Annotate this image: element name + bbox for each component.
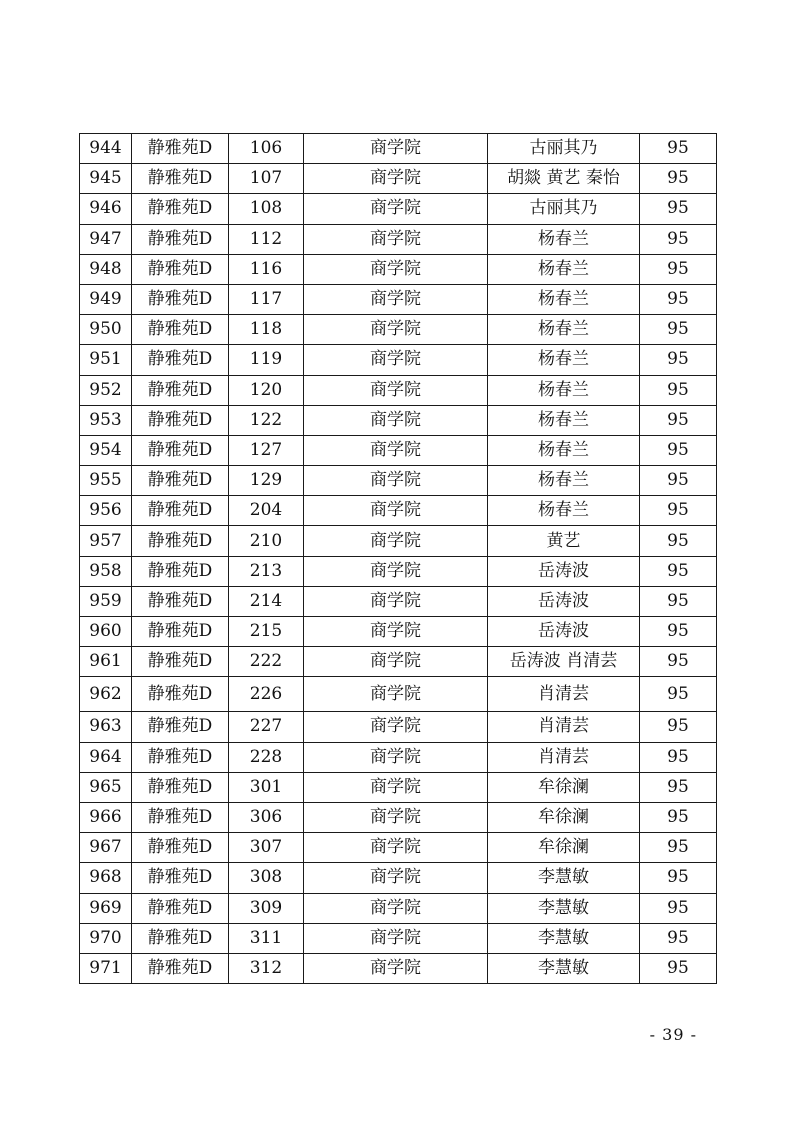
building-cell: 静雅苑D xyxy=(132,315,229,345)
row-number-cell: 958 xyxy=(80,556,132,586)
table-row xyxy=(80,435,717,465)
score-cell: 95 xyxy=(640,254,717,284)
college-cell: 商学院 xyxy=(304,712,488,742)
table-row xyxy=(80,375,717,405)
score-cell: 95 xyxy=(640,375,717,405)
room-number-cell: 308 xyxy=(229,863,304,893)
room-number-cell: 116 xyxy=(229,254,304,284)
score-cell: 95 xyxy=(640,466,717,496)
counselor-cell: 古丽其乃 xyxy=(488,134,640,164)
building-cell: 静雅苑D xyxy=(132,802,229,832)
table-body xyxy=(80,134,717,984)
counselor-cell: 肖清芸 xyxy=(488,742,640,772)
score-cell: 95 xyxy=(640,617,717,647)
table-row xyxy=(80,923,717,953)
building-cell: 静雅苑D xyxy=(132,647,229,677)
room-number-cell: 307 xyxy=(229,833,304,863)
room-number-cell: 108 xyxy=(229,194,304,224)
college-cell: 商学院 xyxy=(304,863,488,893)
score-cell: 95 xyxy=(640,435,717,465)
score-cell: 95 xyxy=(640,345,717,375)
score-cell: 95 xyxy=(640,712,717,742)
college-cell: 商学院 xyxy=(304,526,488,556)
counselor-cell: 胡燚 黄艺 秦怡 xyxy=(488,164,640,194)
row-number-cell: 952 xyxy=(80,375,132,405)
table-row xyxy=(80,833,717,863)
building-cell: 静雅苑D xyxy=(132,893,229,923)
building-cell: 静雅苑D xyxy=(132,953,229,983)
row-number-cell: 954 xyxy=(80,435,132,465)
counselor-cell: 杨春兰 xyxy=(488,254,640,284)
table-row xyxy=(80,405,717,435)
college-cell: 商学院 xyxy=(304,375,488,405)
row-number-cell: 962 xyxy=(80,677,132,712)
dormitory-score-table xyxy=(79,133,717,984)
score-cell: 95 xyxy=(640,893,717,923)
college-cell: 商学院 xyxy=(304,134,488,164)
room-number-cell: 107 xyxy=(229,164,304,194)
table-row xyxy=(80,772,717,802)
row-number-cell: 960 xyxy=(80,617,132,647)
building-cell: 静雅苑D xyxy=(132,254,229,284)
counselor-cell: 古丽其乃 xyxy=(488,194,640,224)
building-cell: 静雅苑D xyxy=(132,617,229,647)
counselor-cell: 黄艺 xyxy=(488,526,640,556)
building-cell: 静雅苑D xyxy=(132,134,229,164)
row-number-cell: 959 xyxy=(80,586,132,616)
table-row xyxy=(80,194,717,224)
counselor-cell: 李慧敏 xyxy=(488,893,640,923)
college-cell: 商学院 xyxy=(304,586,488,616)
building-cell: 静雅苑D xyxy=(132,586,229,616)
table-row xyxy=(80,742,717,772)
room-number-cell: 226 xyxy=(229,677,304,712)
counselor-cell: 肖清芸 xyxy=(488,677,640,712)
score-cell: 95 xyxy=(640,647,717,677)
building-cell: 静雅苑D xyxy=(132,284,229,314)
building-cell: 静雅苑D xyxy=(132,496,229,526)
room-number-cell: 112 xyxy=(229,224,304,254)
building-cell: 静雅苑D xyxy=(132,556,229,586)
room-number-cell: 309 xyxy=(229,893,304,923)
row-number-cell: 946 xyxy=(80,194,132,224)
building-cell: 静雅苑D xyxy=(132,435,229,465)
row-number-cell: 956 xyxy=(80,496,132,526)
page-number: - 39 - xyxy=(649,1025,697,1044)
counselor-cell: 牟徐澜 xyxy=(488,772,640,802)
college-cell: 商学院 xyxy=(304,405,488,435)
table-row xyxy=(80,556,717,586)
building-cell: 静雅苑D xyxy=(132,194,229,224)
college-cell: 商学院 xyxy=(304,254,488,284)
counselor-cell: 岳涛波 xyxy=(488,586,640,616)
room-number-cell: 122 xyxy=(229,405,304,435)
building-cell: 静雅苑D xyxy=(132,742,229,772)
row-number-cell: 961 xyxy=(80,647,132,677)
score-cell: 95 xyxy=(640,953,717,983)
counselor-cell: 杨春兰 xyxy=(488,375,640,405)
building-cell: 静雅苑D xyxy=(132,164,229,194)
building-cell: 静雅苑D xyxy=(132,526,229,556)
score-cell: 95 xyxy=(640,677,717,712)
counselor-cell: 杨春兰 xyxy=(488,435,640,465)
score-cell: 95 xyxy=(640,742,717,772)
score-cell: 95 xyxy=(640,556,717,586)
building-cell: 静雅苑D xyxy=(132,712,229,742)
college-cell: 商学院 xyxy=(304,923,488,953)
room-number-cell: 312 xyxy=(229,953,304,983)
table-row xyxy=(80,712,717,742)
college-cell: 商学院 xyxy=(304,677,488,712)
score-cell: 95 xyxy=(640,194,717,224)
counselor-cell: 杨春兰 xyxy=(488,224,640,254)
score-cell: 95 xyxy=(640,772,717,802)
college-cell: 商学院 xyxy=(304,647,488,677)
college-cell: 商学院 xyxy=(304,435,488,465)
counselor-cell: 杨春兰 xyxy=(488,345,640,375)
college-cell: 商学院 xyxy=(304,953,488,983)
table-row xyxy=(80,863,717,893)
table-row xyxy=(80,254,717,284)
room-number-cell: 215 xyxy=(229,617,304,647)
row-number-cell: 948 xyxy=(80,254,132,284)
room-number-cell: 127 xyxy=(229,435,304,465)
college-cell: 商学院 xyxy=(304,617,488,647)
counselor-cell: 岳涛波 肖清芸 xyxy=(488,647,640,677)
counselor-cell: 李慧敏 xyxy=(488,923,640,953)
counselor-cell: 杨春兰 xyxy=(488,496,640,526)
building-cell: 静雅苑D xyxy=(132,772,229,802)
building-cell: 静雅苑D xyxy=(132,405,229,435)
table-row xyxy=(80,647,717,677)
row-number-cell: 969 xyxy=(80,893,132,923)
row-number-cell: 965 xyxy=(80,772,132,802)
building-cell: 静雅苑D xyxy=(132,224,229,254)
table-row xyxy=(80,893,717,923)
counselor-cell: 牟徐澜 xyxy=(488,833,640,863)
room-number-cell: 222 xyxy=(229,647,304,677)
room-number-cell: 106 xyxy=(229,134,304,164)
row-number-cell: 949 xyxy=(80,284,132,314)
college-cell: 商学院 xyxy=(304,224,488,254)
score-cell: 95 xyxy=(640,134,717,164)
counselor-cell: 李慧敏 xyxy=(488,863,640,893)
college-cell: 商学院 xyxy=(304,772,488,802)
score-cell: 95 xyxy=(640,496,717,526)
row-number-cell: 970 xyxy=(80,923,132,953)
table-row xyxy=(80,496,717,526)
room-number-cell: 301 xyxy=(229,772,304,802)
table-row xyxy=(80,345,717,375)
room-number-cell: 306 xyxy=(229,802,304,832)
building-cell: 静雅苑D xyxy=(132,863,229,893)
table-row xyxy=(80,677,717,712)
row-number-cell: 947 xyxy=(80,224,132,254)
counselor-cell: 肖清芸 xyxy=(488,712,640,742)
college-cell: 商学院 xyxy=(304,742,488,772)
room-number-cell: 118 xyxy=(229,315,304,345)
row-number-cell: 955 xyxy=(80,466,132,496)
row-number-cell: 963 xyxy=(80,712,132,742)
row-number-cell: 945 xyxy=(80,164,132,194)
college-cell: 商学院 xyxy=(304,164,488,194)
table-row xyxy=(80,224,717,254)
table-row xyxy=(80,953,717,983)
building-cell: 静雅苑D xyxy=(132,677,229,712)
counselor-cell: 牟徐澜 xyxy=(488,802,640,832)
room-number-cell: 119 xyxy=(229,345,304,375)
row-number-cell: 953 xyxy=(80,405,132,435)
row-number-cell: 950 xyxy=(80,315,132,345)
score-cell: 95 xyxy=(640,315,717,345)
table-row xyxy=(80,617,717,647)
score-cell: 95 xyxy=(640,224,717,254)
row-number-cell: 944 xyxy=(80,134,132,164)
counselor-cell: 杨春兰 xyxy=(488,405,640,435)
room-number-cell: 214 xyxy=(229,586,304,616)
college-cell: 商学院 xyxy=(304,556,488,586)
table-row xyxy=(80,284,717,314)
table-row xyxy=(80,526,717,556)
row-number-cell: 966 xyxy=(80,802,132,832)
row-number-cell: 951 xyxy=(80,345,132,375)
counselor-cell: 李慧敏 xyxy=(488,953,640,983)
counselor-cell: 杨春兰 xyxy=(488,466,640,496)
table-row xyxy=(80,466,717,496)
table-row xyxy=(80,586,717,616)
score-cell: 95 xyxy=(640,526,717,556)
score-cell: 95 xyxy=(640,164,717,194)
score-cell: 95 xyxy=(640,802,717,832)
college-cell: 商学院 xyxy=(304,315,488,345)
room-number-cell: 129 xyxy=(229,466,304,496)
row-number-cell: 971 xyxy=(80,953,132,983)
table-row xyxy=(80,164,717,194)
counselor-cell: 杨春兰 xyxy=(488,284,640,314)
college-cell: 商学院 xyxy=(304,893,488,923)
score-cell: 95 xyxy=(640,923,717,953)
building-cell: 静雅苑D xyxy=(132,375,229,405)
score-cell: 95 xyxy=(640,284,717,314)
college-cell: 商学院 xyxy=(304,466,488,496)
score-cell: 95 xyxy=(640,405,717,435)
building-cell: 静雅苑D xyxy=(132,466,229,496)
college-cell: 商学院 xyxy=(304,284,488,314)
room-number-cell: 213 xyxy=(229,556,304,586)
counselor-cell: 岳涛波 xyxy=(488,617,640,647)
college-cell: 商学院 xyxy=(304,802,488,832)
college-cell: 商学院 xyxy=(304,345,488,375)
room-number-cell: 228 xyxy=(229,742,304,772)
row-number-cell: 968 xyxy=(80,863,132,893)
row-number-cell: 967 xyxy=(80,833,132,863)
college-cell: 商学院 xyxy=(304,496,488,526)
counselor-cell: 岳涛波 xyxy=(488,556,640,586)
room-number-cell: 117 xyxy=(229,284,304,314)
table-row xyxy=(80,134,717,164)
row-number-cell: 964 xyxy=(80,742,132,772)
college-cell: 商学院 xyxy=(304,194,488,224)
college-cell: 商学院 xyxy=(304,833,488,863)
room-number-cell: 120 xyxy=(229,375,304,405)
room-number-cell: 227 xyxy=(229,712,304,742)
room-number-cell: 210 xyxy=(229,526,304,556)
row-number-cell: 957 xyxy=(80,526,132,556)
score-cell: 95 xyxy=(640,586,717,616)
building-cell: 静雅苑D xyxy=(132,345,229,375)
room-number-cell: 204 xyxy=(229,496,304,526)
counselor-cell: 杨春兰 xyxy=(488,315,640,345)
building-cell: 静雅苑D xyxy=(132,923,229,953)
building-cell: 静雅苑D xyxy=(132,833,229,863)
room-number-cell: 311 xyxy=(229,923,304,953)
table-row xyxy=(80,315,717,345)
score-cell: 95 xyxy=(640,833,717,863)
score-cell: 95 xyxy=(640,863,717,893)
table-row xyxy=(80,802,717,832)
